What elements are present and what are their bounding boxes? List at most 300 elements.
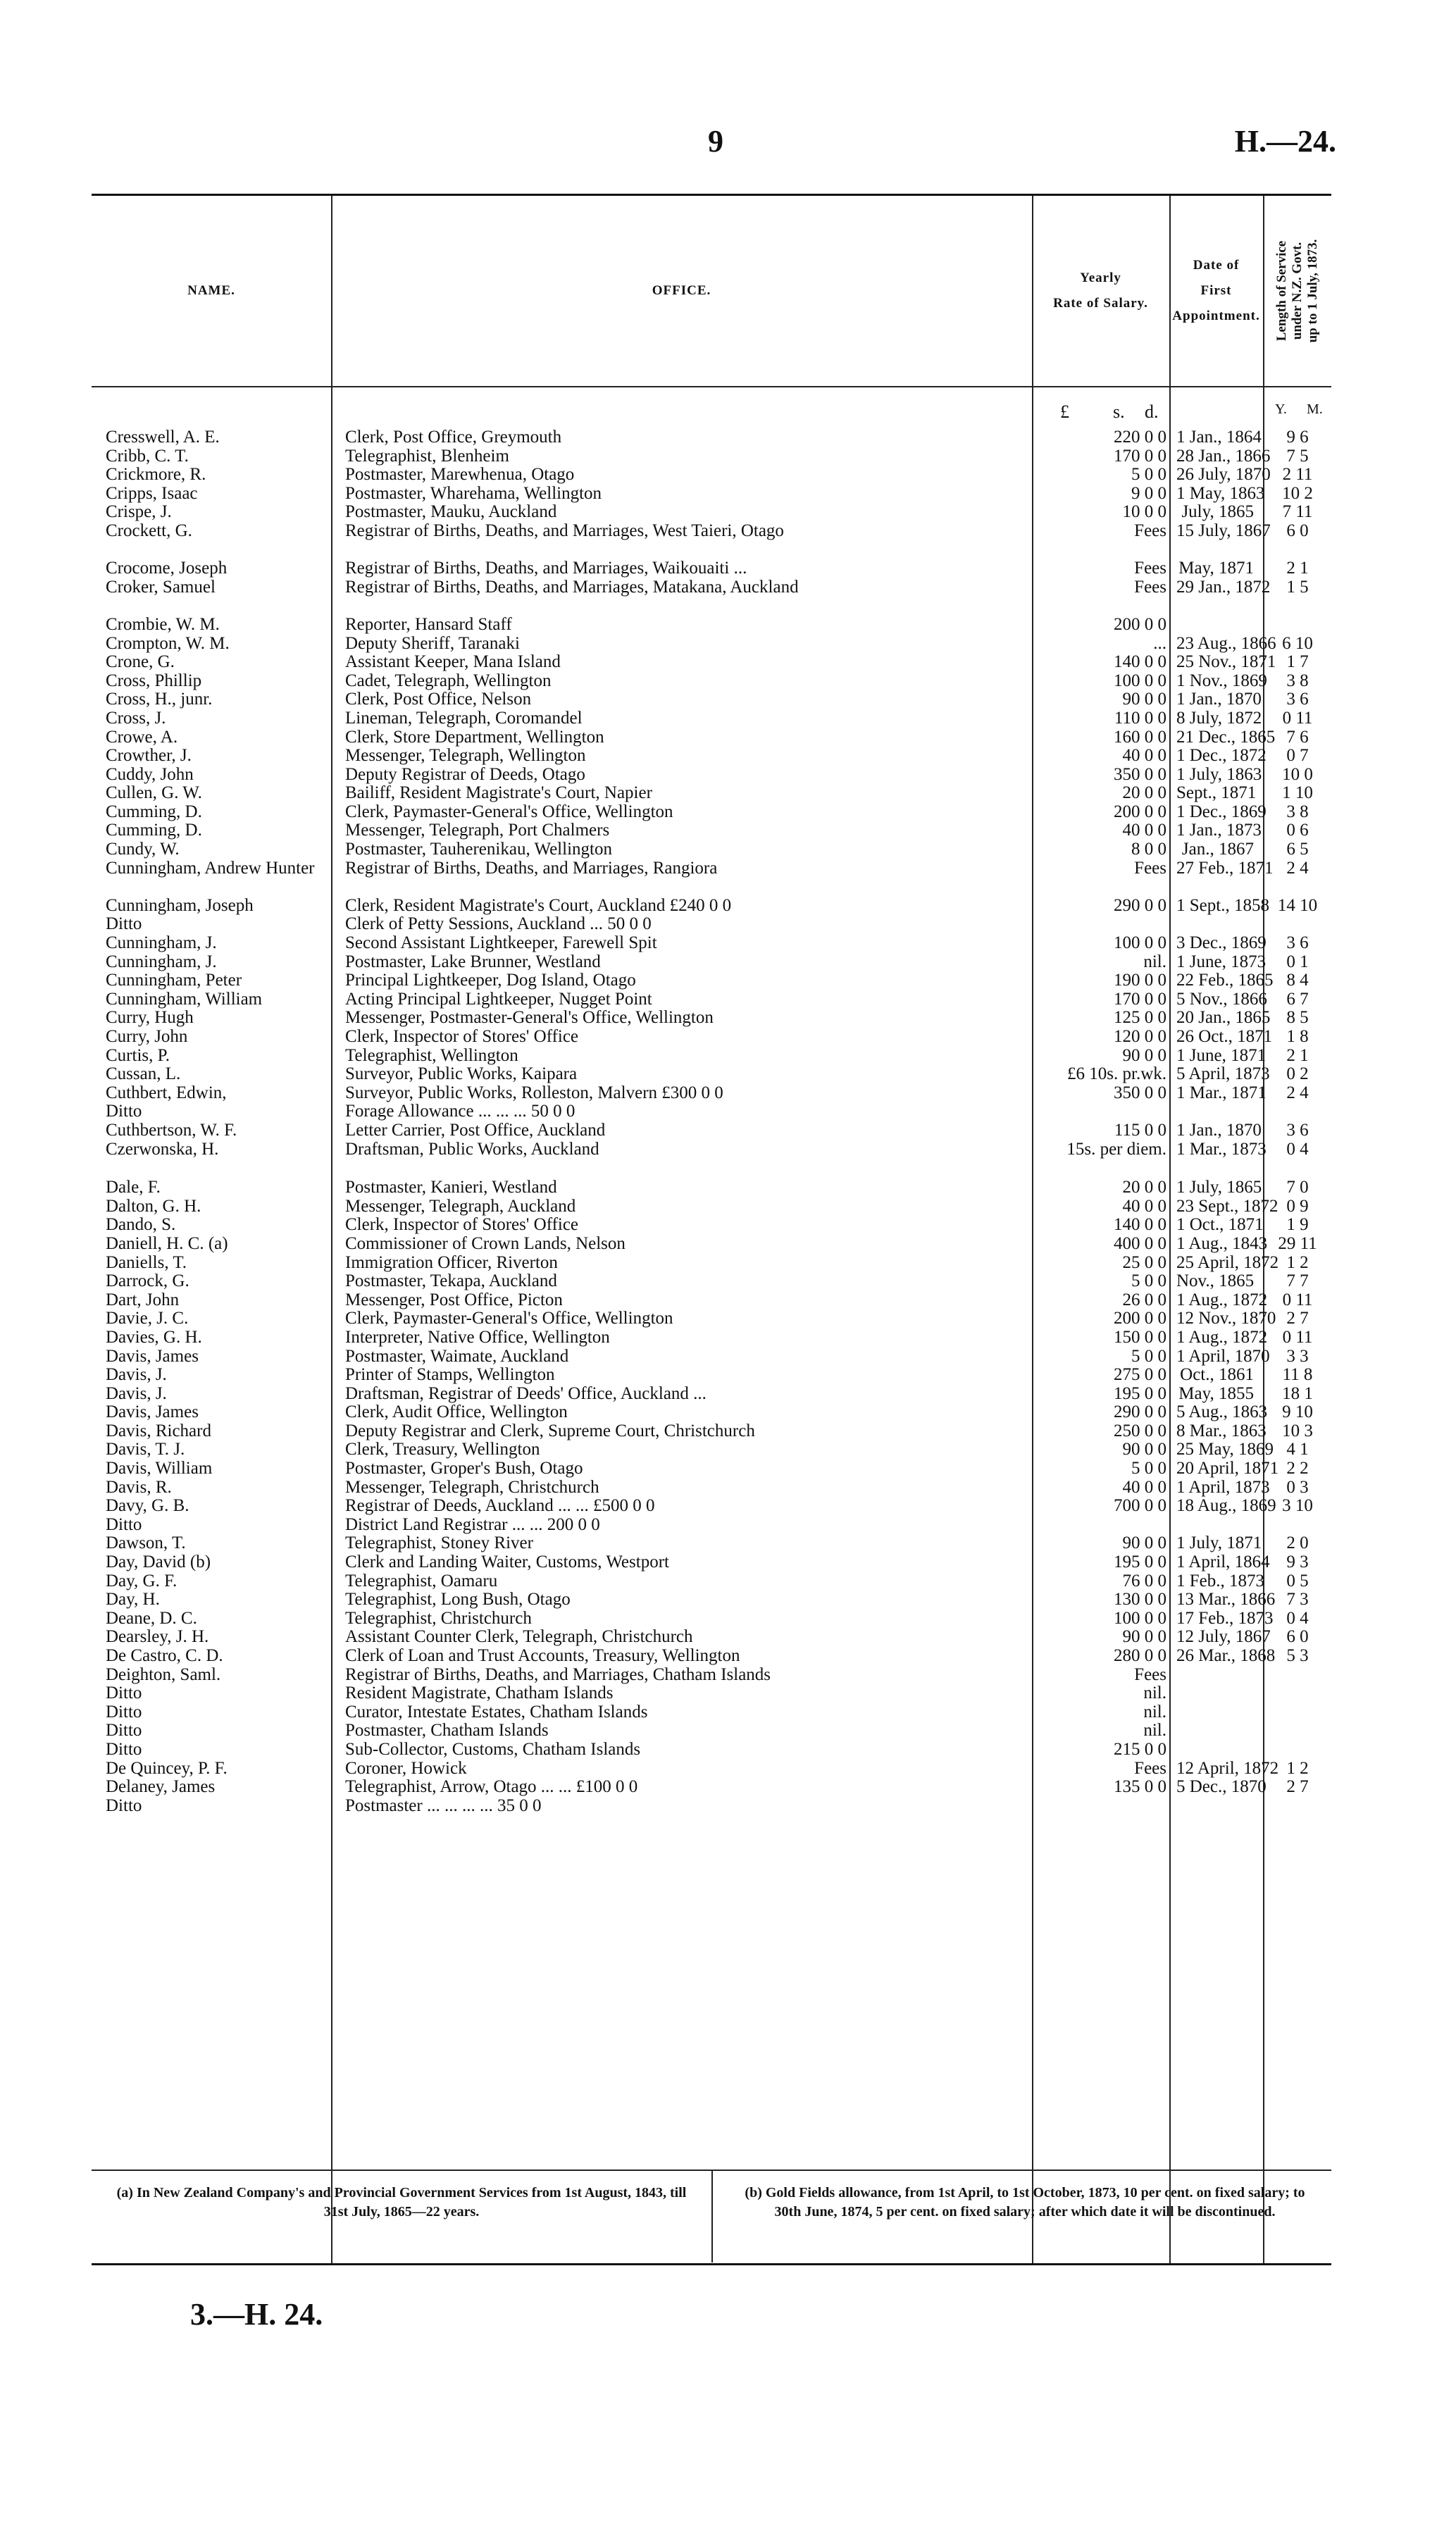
name-cell: Davy, G. B. [106,1497,189,1516]
office-cell: Clerk, Inspector of Stores' Office [345,1028,579,1046]
office-cell: Telegraphist, Wellington [345,1046,518,1065]
name-cell: Ditto [106,1796,142,1815]
salary-cell: 200 0 0 [1114,802,1166,821]
name-cell: Davie, J. C. [106,1309,189,1328]
length-cell: 9 3 [1286,1552,1309,1572]
salary-cell: £6 10s. pr.wk. [1067,1064,1166,1084]
table-row [92,915,1331,934]
office-cell: Postmaster ... ... ... ... 35 0 0 [345,1796,542,1815]
table-row [92,1534,1331,1553]
date-cell: May, 1871 [1178,559,1254,578]
name-cell: Dearsley, J. H. [106,1628,209,1647]
date-cell: 1 July, 1871 [1176,1533,1262,1553]
date-cell: 1 June, 1873 [1176,952,1267,971]
table-row [92,971,1331,990]
name-cell: Dalton, G. H. [106,1197,201,1216]
name-cell: Cross, Phillip [106,671,202,690]
name-cell: Crispe, J. [106,503,172,522]
table-row [92,690,1331,709]
table-row [92,428,1331,447]
date-cell: 23 Sept., 1872 [1176,1196,1278,1216]
table-row [92,1440,1331,1459]
office-cell: Deputy Sheriff, Taranaki [345,634,520,653]
salary-cell: 350 0 0 [1114,1083,1166,1102]
length-cell: 3 6 [1286,1120,1309,1140]
table-row [92,1235,1331,1254]
table-row [92,934,1331,953]
length-cell: 3 3 [1286,1346,1309,1366]
length-cell: 2 7 [1286,1309,1309,1328]
length-cell: 3 10 [1282,1496,1313,1516]
name-cell: Ditto [106,1740,142,1759]
length-cell: 1 5 [1286,577,1309,597]
length-cell: 8 5 [1286,1008,1309,1028]
name-cell: Ditto [106,915,142,934]
salary-cell: 160 0 0 [1114,727,1166,747]
name-cell: Dawson, T. [106,1534,186,1553]
salary-cell: Fees [1134,1664,1166,1684]
date-cell: 1 Aug., 1872 [1176,1290,1268,1309]
salary-cell: 5 0 0 [1131,465,1166,485]
salary-cell: 200 0 0 [1114,614,1166,634]
office-cell: Curator, Intestate Estates, Chatham Islands [345,1703,648,1722]
length-cell: 9 6 [1286,428,1309,447]
table-row [92,503,1331,522]
date-cell: 12 July, 1867 [1176,1627,1271,1647]
table-row [92,1422,1331,1441]
name-cell: Davis, James [106,1347,199,1366]
date-cell: 25 May, 1869 [1176,1440,1274,1459]
length-cell: 7 5 [1286,446,1309,466]
table-row [92,1403,1331,1422]
date-cell: Sept., 1871 [1176,783,1257,803]
name-cell: Deighton, Saml. [106,1665,221,1684]
name-cell: Crowther, J. [106,747,192,766]
table-row [92,1760,1331,1779]
table-row [92,1102,1331,1121]
column-header-name: NAME. [187,282,235,298]
name-cell: Crombie, W. M. [106,615,220,634]
date-cell: 22 Feb., 1865 [1176,971,1274,990]
table-row [92,1628,1331,1647]
date-cell: 12 Nov., 1870 [1176,1309,1276,1328]
footnote-divider [711,2171,713,2262]
name-cell: Davis, Richard [106,1421,211,1440]
office-cell: Messenger, Post Office, Picton [345,1290,563,1309]
name-cell: Davis, J. [106,1384,167,1403]
date-cell: 1 Nov., 1869 [1176,671,1267,690]
salary-cell: 115 0 0 [1114,1120,1166,1140]
salary-cell: 90 0 0 [1122,1440,1166,1459]
name-cell: Cresswell, A. E. [106,428,220,447]
office-cell: Assistant Counter Clerk, Telegraph, Christchurch [345,1628,693,1647]
length-cell: 7 7 [1286,1271,1309,1291]
salary-cell: 100 0 0 [1114,1608,1166,1628]
table-row [92,1553,1331,1572]
name-cell: De Quincey, P. F. [106,1759,228,1778]
length-cell: 2 4 [1286,858,1309,878]
office-cell: Clerk, Inspector of Stores' Office [345,1216,579,1235]
salary-cell: 290 0 0 [1114,895,1166,915]
length-cell: 29 11 [1278,1233,1317,1253]
salary-cell: 26 0 0 [1122,1290,1166,1309]
office-cell: Cadet, Telegraph, Wellington [345,671,552,690]
table-row [92,840,1331,859]
office-cell: Interpreter, Native Office, Wellington [345,1328,610,1347]
office-cell: Postmaster, Wharehama, Wellington [345,484,602,503]
length-cell: 0 5 [1286,1571,1309,1591]
name-cell: Crocome, Joseph [106,559,228,578]
salary-cell: nil. [1143,952,1166,971]
office-cell: Registrar of Births, Deaths, and Marriages, Matakana, Auckland [345,578,799,597]
length-cell: 1 8 [1286,1027,1309,1046]
length-cell: 0 11 [1282,1290,1313,1309]
name-cell: Davis, William [106,1459,213,1479]
office-cell: Postmaster, Chatham Islands [345,1722,549,1741]
table-row [92,1572,1331,1591]
name-cell: Cuthbert, Edwin, [106,1083,227,1102]
table-row [92,672,1331,691]
office-cell: Clerk, Post Office, Nelson [345,690,532,709]
table-row [92,803,1331,822]
table-row [92,1272,1331,1291]
length-cell: 9 10 [1282,1402,1313,1422]
name-cell: Curry, Hugh [106,1009,194,1028]
table-row [92,1516,1331,1535]
date-cell: 1 April, 1864 [1176,1552,1270,1572]
date-cell: Jan., 1867 [1181,840,1254,859]
name-cell: Davis, J. [106,1366,167,1385]
salary-cell: 40 0 0 [1122,1477,1166,1497]
salary-cell: 110 0 0 [1114,708,1166,728]
office-cell: Messenger, Telegraph, Wellington [345,747,586,766]
salary-cell: 125 0 0 [1114,1008,1166,1028]
office-cell: Clerk of Petty Sessions, Auckland ... 50 0 0 [345,915,652,934]
table-row [92,709,1331,728]
table-row [92,616,1331,635]
office-cell: Messenger, Postmaster-General's Office, Wellington [345,1009,714,1028]
table-row [92,747,1331,766]
length-cell: 6 0 [1286,1627,1309,1647]
office-cell: Sub-Collector, Customs, Chatham Islands [345,1740,641,1759]
footnote-b: (b) Gold Fields allowance, from 1st April, to 1st October, 1873, 10 per cent. on fixed salary; to 30th June, 1874, 5 per cent. on fixed salary; after which date it will be discontinued. [745,2185,1305,2220]
name-cell: Cunningham, J. [106,952,217,971]
length-cell: 0 4 [1286,1139,1309,1159]
table-row [92,1140,1331,1159]
salary-cell: 100 0 0 [1114,933,1166,953]
office-cell: Telegraphist, Arrow, Otago ... ... £100 0 0 [345,1778,638,1797]
office-cell: Letter Carrier, Post Office, Auckland [345,1121,606,1140]
footnote-a: (a) In New Zealand Company's and Provincial Government Services from 1st August, 1843, till 31st July, 1865—22 years. [116,2185,687,2220]
table-row [92,1121,1331,1140]
length-cell: 2 4 [1286,1083,1309,1102]
date-cell: 23 Aug., 1866 [1176,633,1276,653]
name-cell: Dale, F. [106,1178,161,1197]
length-cell: 7 3 [1286,1590,1309,1610]
office-cell: Registrar of Births, Deaths, and Marriages, West Taieri, Otago [345,521,784,540]
office-cell: Postmaster, Tekapa, Auckland [345,1272,557,1291]
salary-cell: 120 0 0 [1114,1027,1166,1046]
salary-cell: 195 0 0 [1114,1552,1166,1572]
length-cell: 0 9 [1286,1196,1309,1216]
date-cell: 25 Nov., 1871 [1176,652,1276,672]
office-cell: Assistant Keeper, Mana Island [345,653,561,672]
name-cell: Czerwonska, H. [106,1140,219,1159]
salary-cell: 9 0 0 [1131,483,1166,503]
office-cell: Postmaster, Mauku, Auckland [345,503,557,522]
office-cell: Registrar of Births, Deaths, and Marriages, Waikouaiti ... [345,559,747,578]
name-cell: Croker, Samuel [106,578,216,597]
date-cell: 1 Aug., 1872 [1176,1327,1268,1347]
length-cell: 7 0 [1286,1178,1309,1197]
salary-cell: 20 0 0 [1122,1178,1166,1197]
name-cell: Crowe, A. [106,728,178,747]
length-cell: 1 2 [1286,1252,1309,1272]
salary-cell: 275 0 0 [1114,1365,1166,1385]
salary-cell: 90 0 0 [1122,1627,1166,1647]
salary-cell: 90 0 0 [1122,1533,1166,1553]
name-cell: Ditto [106,1684,142,1703]
office-cell: Clerk, Treasury, Wellington [345,1440,540,1459]
office-cell: Second Assistant Lightkeeper, Farewell Spit [345,934,657,953]
length-cell: 8 4 [1286,971,1309,990]
table-row [92,1366,1331,1385]
office-cell: Registrar of Births, Deaths, and Marriages, Chatham Islands [345,1665,771,1684]
table-row [92,559,1331,578]
salary-cell: 90 0 0 [1122,690,1166,709]
name-cell: Crompton, W. M. [106,634,230,653]
salary-cell: 250 0 0 [1114,1421,1166,1440]
table-row [92,466,1331,485]
length-cell: 1 10 [1282,783,1313,803]
office-cell: Draftsman, Public Works, Auckland [345,1140,599,1159]
staff-table [92,194,1331,2265]
name-cell: Curtis, P. [106,1046,170,1065]
office-cell: Surveyor, Public Works, Rolleston, Malvern £300 0 0 [345,1083,723,1102]
office-cell: Bailiff, Resident Magistrate's Court, Napier [345,784,652,803]
table-row [92,897,1331,916]
salary-cell: 100 0 0 [1114,671,1166,690]
table-row [92,859,1331,897]
name-cell: Dando, S. [106,1216,176,1235]
salary-cell: 200 0 0 [1114,1309,1166,1328]
name-cell: Cuddy, John [106,765,194,784]
column-header-salary: Yearly Rate of Salary. [1053,270,1148,311]
length-cell: 2 11 [1282,465,1313,485]
date-cell: 25 April, 1872 [1176,1252,1279,1272]
name-cell: Cribb, C. T. [106,447,189,466]
date-cell: 28 Jan., 1866 [1176,446,1271,466]
units-row: £ s. d. Y. M. [1060,402,1323,422]
length-cell: 7 6 [1286,727,1309,747]
date-cell: 1 Jan., 1864 [1176,428,1262,447]
name-cell: Cullen, G. W. [106,784,202,803]
office-cell: Postmaster, Tauherenikau, Wellington [345,840,612,859]
date-cell: 1 Feb., 1873 [1176,1571,1264,1591]
name-cell: Cunningham, Peter [106,971,242,990]
table-row [92,1703,1331,1722]
table-row [92,1309,1331,1328]
office-cell: Registrar of Births, Deaths, and Marriages, Rangiora [345,859,718,878]
name-cell: Ditto [106,1703,142,1722]
name-cell: Ditto [106,1722,142,1741]
date-cell: 1 Oct., 1871 [1176,1215,1264,1235]
length-cell: 10 3 [1282,1421,1313,1440]
length-cell: 6 0 [1286,521,1309,540]
length-cell: 6 7 [1286,989,1309,1009]
office-cell: Immigration Officer, Riverton [345,1253,558,1272]
salary-cell: 5 0 0 [1131,1459,1166,1479]
table-row [92,1797,1331,1816]
date-cell: 26 Mar., 1868 [1176,1646,1276,1665]
table-row [92,1178,1331,1197]
office-cell: Postmaster, Groper's Bush, Otago [345,1459,583,1479]
office-cell: Deputy Registrar of Deeds, Otago [345,765,585,784]
name-cell: Cussan, L. [106,1065,181,1084]
table-row [92,1254,1331,1273]
name-cell: Ditto [106,1515,142,1534]
length-cell: 14 10 [1277,895,1318,915]
name-cell: Delaney, James [106,1778,216,1797]
table-row [92,990,1331,1009]
name-cell: Daniell, H. C. (a) [106,1234,228,1253]
length-cell: 7 11 [1282,502,1313,522]
length-cell: 6 5 [1286,840,1309,859]
table-row [92,1666,1331,1685]
table-row [92,728,1331,747]
date-cell: 29 Jan., 1872 [1176,577,1271,597]
name-cell: Day, H. [106,1591,160,1610]
salary-cell: 25 0 0 [1122,1252,1166,1272]
table-row [92,1722,1331,1741]
date-cell: 13 Mar., 1866 [1176,1590,1276,1610]
office-cell: Reporter, Hansard Staff [345,615,512,634]
table-row [92,1479,1331,1498]
column-header-date: Date of First Appointment. [1172,257,1260,324]
length-cell: 2 7 [1286,1777,1309,1797]
salary-cell: Fees [1134,1758,1166,1778]
length-cell: 2 2 [1286,1459,1309,1479]
salary-cell: 215 0 0 [1114,1739,1166,1759]
table-row [92,1328,1331,1347]
salary-cell: nil. [1143,1702,1166,1722]
salary-cell: nil. [1143,1721,1166,1741]
column-header-length: Length of Service under N.Z. Govt. up to 1 July, 1873. [1274,239,1320,343]
name-cell: Cunningham, Andrew Hunter [106,859,315,878]
salary-cell: 8 0 0 [1131,840,1166,859]
name-cell: Cross, J. [106,709,166,728]
salary-cell: 10 0 0 [1122,502,1166,522]
table-row [92,1647,1331,1666]
office-cell: Telegraphist, Blenheim [345,447,509,466]
table-row [92,578,1331,616]
salary-cell: 170 0 0 [1114,446,1166,466]
salary-cell: Fees [1134,559,1166,578]
salary-cell: 170 0 0 [1114,989,1166,1009]
office-cell: Deputy Registrar and Clerk, Supreme Court, Christchurch [345,1421,755,1440]
name-cell: Dart, John [106,1290,180,1309]
length-cell: 1 2 [1286,1758,1309,1778]
salary-cell: 140 0 0 [1114,1215,1166,1235]
salary-cell: 90 0 0 [1122,1045,1166,1065]
length-cell: 0 2 [1286,1064,1309,1084]
salary-cell: 130 0 0 [1114,1590,1166,1610]
table-row [92,1778,1331,1797]
date-cell: 1 June, 1871 [1176,1045,1267,1065]
salary-cell: 40 0 0 [1122,1196,1166,1216]
length-cell: 3 6 [1286,933,1309,953]
office-cell: Clerk, Paymaster-General's Office, Wellington [345,802,673,821]
table-row [92,522,1331,559]
date-cell: Nov., 1865 [1176,1271,1255,1291]
table-row [92,1197,1331,1216]
table-row [92,953,1331,972]
office-cell: Clerk, Resident Magistrate's Court, Auckland £240 0 0 [345,896,732,915]
date-cell: 27 Feb., 1871 [1176,858,1274,878]
office-cell: Messenger, Telegraph, Auckland [345,1197,576,1216]
date-cell: 1 Jan., 1870 [1176,690,1262,709]
salary-cell: 220 0 0 [1114,428,1166,447]
date-cell: 1 Dec., 1872 [1176,746,1267,766]
name-cell: Day, G. F. [106,1571,178,1591]
office-cell: Clerk, Audit Office, Wellington [345,1403,568,1422]
table-row [92,1047,1331,1066]
length-cell: 18 1 [1282,1383,1313,1403]
name-cell: Davis, James [106,1403,199,1422]
salary-cell: 150 0 0 [1114,1327,1166,1347]
date-cell: 1 July, 1865 [1176,1178,1262,1197]
salary-cell: 40 0 0 [1122,821,1166,840]
office-cell: Clerk of Loan and Trust Accounts, Treasury, Wellington [345,1647,740,1665]
salary-cell: Fees [1134,521,1166,540]
name-cell: Curry, John [106,1028,188,1046]
table-row [92,1385,1331,1404]
length-cell: 10 0 [1282,764,1313,784]
name-cell: Cunningham, William [106,990,263,1009]
name-cell: Day, David (b) [106,1553,211,1572]
length-cell: 0 11 [1282,1327,1313,1347]
document-reference: H.—24. [1234,124,1336,158]
office-cell: Clerk, Paymaster-General's Office, Wellington [345,1309,673,1328]
length-cell: 0 11 [1282,708,1313,728]
salary-cell: Fees [1134,577,1166,597]
date-cell: Oct., 1861 [1180,1365,1254,1385]
name-cell: Cross, H., junr. [106,690,213,709]
column-header-office: OFFICE. [652,282,711,298]
salary-cell: 700 0 0 [1114,1496,1166,1516]
table-row [92,1009,1331,1028]
date-cell: 8 July, 1872 [1176,708,1262,728]
date-cell: 20 April, 1871 [1176,1459,1279,1479]
table-row [92,1591,1331,1610]
length-cell: 0 6 [1286,821,1309,840]
table-body [92,428,1331,1815]
length-cell: 3 8 [1286,802,1309,821]
salary-cell: nil. [1143,1683,1166,1703]
length-cell: 1 7 [1286,652,1309,672]
date-cell: 1 Aug., 1843 [1176,1233,1268,1253]
date-cell: 1 Mar., 1873 [1176,1139,1267,1159]
date-cell: 26 July, 1870 [1176,465,1271,485]
office-cell: Surveyor, Public Works, Kaipara [345,1065,578,1084]
office-cell: District Land Registrar ... ... 200 0 0 [345,1515,600,1534]
office-cell: Commissioner of Crown Lands, Nelson [345,1234,626,1253]
date-cell: July, 1865 [1181,502,1254,522]
date-cell: 3 Dec., 1869 [1176,933,1267,953]
date-cell: 1 Mar., 1871 [1176,1083,1267,1102]
table-row [92,1610,1331,1629]
salary-cell: 290 0 0 [1114,1402,1166,1422]
